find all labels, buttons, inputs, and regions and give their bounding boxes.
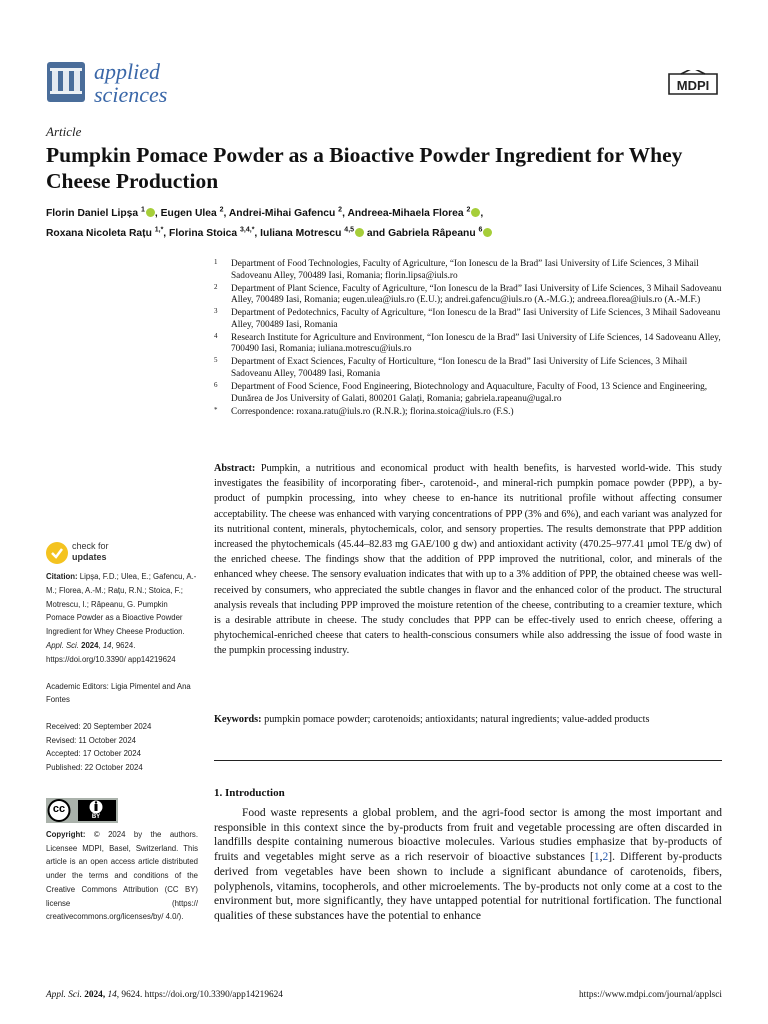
journal-name-line1: applied [94, 59, 160, 84]
author[interactable] [260, 228, 364, 239]
affiliation [214, 407, 724, 419]
citation-year: 2024 [81, 640, 99, 650]
article-type: Article [46, 124, 82, 139]
academic-editors: Academic Editors: Ligia Pimentel and Ana Fontes [46, 681, 191, 705]
affiliation-text: Department of Plant Science, Faculty of Agriculture, “Ion Ionescu de la Brad” Iasi University of Life Sciences, 3 Mihail Sadoveanu Alley, 700489 Iasi, Romania; eugen.ulea@iuls.ro (E.U.); andrei.gafencu@iuls.ro (A.-M.G.); andreea.florea@iuls.ro (A.-M.F.) [231, 283, 722, 306]
affiliation [214, 308, 724, 331]
citation-label: Citation: [46, 572, 78, 581]
author-affiliation-marker: 3,4,* [240, 226, 255, 234]
copyright-notice [46, 828, 198, 924]
publisher-logo [665, 70, 721, 98]
affiliation [214, 382, 724, 405]
author[interactable] [229, 208, 345, 219]
check-for-updates-button[interactable] [46, 541, 116, 567]
footer-volume: 14, [107, 990, 120, 1000]
author[interactable] [347, 208, 483, 219]
affiliation-number: 2 [214, 282, 218, 291]
author[interactable] [367, 228, 493, 239]
affiliation [214, 333, 724, 356]
author[interactable] [161, 208, 227, 219]
author-name: Florin Daniel Lipșa [46, 208, 139, 220]
author-name: Florina Stoica [169, 227, 238, 239]
copyright-text: © 2024 by the authors. Licensee MDPI, Basel, Switzerland. This article is an open access article distributed under the terms and conditions of the Creative Commons Attribution (CC BY) license (https:// creativecommons.org/licenses/by/ 4.0/). [46, 830, 198, 922]
reference-link-1[interactable]: 1 [593, 851, 600, 864]
reference-link-2[interactable]: 2 [602, 851, 609, 864]
affiliation-text: Department of Exact Sciences, Faculty of Horticulture, “Ion Ionescu de la Brad” Iasi University of Life Sciences, 3 Mihail Sadoveanu Alley, 700489 Iasi, Romania [231, 357, 688, 380]
affiliation-number: 4 [214, 331, 218, 340]
by-icon-text: BY [91, 814, 101, 820]
intro-paragraph [214, 806, 722, 924]
citation-journal: Appl. Sci. [46, 640, 79, 650]
author-affiliation-marker: 6 [478, 226, 483, 234]
section-divider [214, 760, 722, 761]
author-name: Andreea-Mihaela Florea [347, 208, 464, 220]
author-separator: , [254, 227, 258, 239]
keywords [214, 712, 722, 727]
author-affiliation-marker: 2 [219, 207, 224, 214]
affiliation-number: 1 [214, 258, 218, 266]
footer-journal-url[interactable]: https://www.mdpi.com/journal/applsci [579, 990, 722, 1000]
author[interactable] [169, 228, 257, 239]
affiliation-number: 3 [214, 307, 218, 316]
intro-text-a: Food waste represents a global problem, and the agri-food sector is among the most important and responsible in this context since the by-products from fruit and vegetable processing are often discarded in landfills despite containing numerous bioactive molecules. Various studies emphasize that by-products of fruits and vegetables might serve as a rich reservoir of bioactive substances [ [214, 807, 722, 864]
copyright-label: Copyright: [46, 830, 86, 839]
author[interactable] [46, 228, 166, 239]
check-updates-icon [46, 542, 68, 564]
date-received: Received: 20 September 2024 [46, 722, 152, 732]
orcid-icon[interactable] [146, 208, 155, 217]
affiliation [214, 259, 724, 282]
affiliation-number: 5 [214, 356, 218, 365]
sidebar [46, 570, 198, 788]
affiliation-text: Department of Food Technologies, Faculty of Agriculture, “Ion Ionescu de la Brad” Iasi University of Life Sciences, 3 Mihail Sadoveanu Alley, 700489 Iasi, Romania; florin.lipsa@iuls.ro [231, 259, 699, 281]
ref-separator: , [599, 851, 603, 864]
author-affiliation-marker: 2 [338, 207, 343, 214]
author-name: Eugen Ulea [160, 208, 217, 220]
intro-body [214, 806, 722, 924]
abstract-text: Pumpkin, a nutritious and economical product with health benefits, is harvested world-wide. This study investigates the feasibility of incorporating fiber-, carotenoid-, and mineral-rich pumpkin pomace powder (PPP), a by-product of pumpkin processing, into whey cheese to en-hance its nutritional profile without affecting consumer acceptability. The cheese was enhanced with varying concentrations of PPP (3% and 6%), and each variant was analyzed for its nutritional content, minerals, phytochemicals, color, and sensory properties. The results demonstrate that PPP addition increased the phytochemicals (45.44–82.83 mg GAE/100 g dw) and antioxidant activity (470.25–977.41 μmol TE/g dw) of the enriched cheese. The findings show that the addition of PPP improved the nutritional, color, and minerals of the enhanced whey cheese. The sensory evaluation indicates that with up to a 3% addition of PPP, the obtained cheese was well-received by consumers, who appreciated the subtle changes in flavor and the enhanced color of the product. The structural analysis reveals that including PPP improved the moisture retention of the cheese, contributing to a creamier texture, which is a desirable attribute in cheese. The study concludes that PPP can be effec-tively used to enrich cheese, offering a phytochemical-enriched cheese that caters to health-conscious consumers while also addressing the issue of food waste in the pumpkin processing industry. [214, 463, 722, 657]
citation-doi: 9624. https://doi.org/10.3390/ app14219624 [46, 640, 176, 664]
orcid-icon[interactable] [355, 228, 364, 237]
journal-logo-icon [47, 62, 85, 102]
author-name: Andrei-Mihai Gafencu [228, 208, 336, 220]
keywords-label: Keywords: [214, 714, 262, 725]
intro-heading: 1. Introduction [214, 787, 285, 799]
check-updates-line1: check for [72, 541, 109, 551]
affiliation [214, 284, 724, 307]
dates [46, 720, 198, 774]
author-separator: , [480, 208, 484, 220]
author-affiliation-marker: 4,5 [344, 226, 355, 234]
date-revised: Revised: 11 October 2024 [46, 735, 137, 745]
footer-citation [46, 990, 283, 1000]
author-affiliation-marker: 1,* [154, 226, 164, 234]
author-affiliation-marker: 1 [141, 207, 145, 214]
footer-doi: 9624. https://doi.org/10.3390/app14219624 [121, 990, 283, 1000]
abstract-label: Abstract: [214, 463, 256, 474]
date-accepted: Accepted: 17 October 2024 [46, 749, 141, 759]
abstract [214, 461, 722, 659]
cc-icon-text: cc [52, 803, 66, 815]
citation-volume: 14 [102, 640, 112, 650]
journal-name-line2: sciences [94, 82, 168, 107]
author-name: and Gabriela Râpeanu [366, 227, 476, 239]
affiliation-number: * [214, 405, 218, 414]
author-separator: , [154, 208, 158, 220]
affiliation-text: Correspondence: roxana.ratu@iuls.ro (R.N.R.); florina.stoica@iuls.ro (F.S.) [231, 406, 514, 417]
affiliation-text: Research Institute for Agriculture and Environment, “Ion Ionescu de la Brad” Iasi University of Life Sciences, 14 Sadoveanu Alley, 700490 Iasi, Romania; iuliana.motrescu@iuls.ro [231, 332, 721, 355]
affiliation [214, 357, 724, 380]
cc-by-license-badge[interactable] [46, 798, 118, 823]
author-separator: , [163, 227, 167, 239]
orcid-icon[interactable] [483, 228, 492, 237]
author[interactable] [46, 208, 158, 219]
citation: Citation: Lipșa, F.D.; Ulea, E.; Gafencu, A.-M.; Florea, A.-M.; Rațu, R.N.; Stoica, F.; Motrescu, I.; Râpeanu, G. Pumpkin Pomace Powder as a Bioactive Powder Ingredient for Whey Cheese Production. Appl. Sci. 2024, 14, 9624. https://doi.org/10.3390/ app14219624 [46, 572, 197, 664]
footer-year: 2024, [84, 990, 106, 1000]
affiliation-text: Department of Food Science, Food Engineering, Biotechnology and Aquaculture, Faculty of Food, 13 Science and Engineering, Dunărea de Jos University of Galati, 800201 Galați, Romania; gabriela.rapeanu@ugal.ro [231, 381, 708, 404]
author-name: Roxana Nicoleta Rațu [46, 227, 152, 239]
author-separator: , [342, 208, 345, 220]
author-affiliation-marker: 2 [466, 207, 471, 214]
page-title: Pumpkin Pomace Powder as a Bioactive Powder Ingredient for Whey Cheese Production [46, 143, 683, 193]
author-name: Iuliana Motrescu [260, 227, 342, 239]
footer-journal: Appl. Sci. [46, 990, 82, 1000]
author-separator: , [223, 208, 227, 220]
intro-text-b: ]. Different by-products derived from vegetables have been shown to include a significant abundance of carotenoids, fibers, polyphenols, vitamins, tocopherols, and other microelements. The by-products not only come at a cost to the environment but, more significantly, they have untapped potential for nutritional fortification. The functional qualities of these substances have the potential to enhance [214, 851, 723, 922]
affiliation-text: Department of Pedotechnics, Faculty of Agriculture, “Ion Ionescu de la Brad” Iasi University of Life Sciences, 3 Mihail Sadoveanu Alley, 700489 Iasi, Romania [231, 308, 721, 330]
publisher-logo-text: MDPI [676, 78, 710, 93]
citation-text: Lipșa, F.D.; Ulea, E.; Gafencu, A.-M.; Florea, A.-M.; Rațu, R.N.; Stoica, F.; Motrescu, I.; Râpeanu, G. Pumpkin Pomace Powder as a Bioactive Powder Ingredient for Whey Cheese Production. [46, 572, 197, 637]
keywords-text: pumpkin pomace powder; carotenoids; antioxidants; natural ingredients; value-added products [264, 714, 650, 725]
author-list [46, 203, 736, 242]
affiliation-number: 6 [214, 380, 218, 389]
date-published: Published: 22 October 2024 [46, 762, 143, 772]
check-updates-line2: updates [72, 552, 107, 562]
affiliations [214, 259, 724, 419]
